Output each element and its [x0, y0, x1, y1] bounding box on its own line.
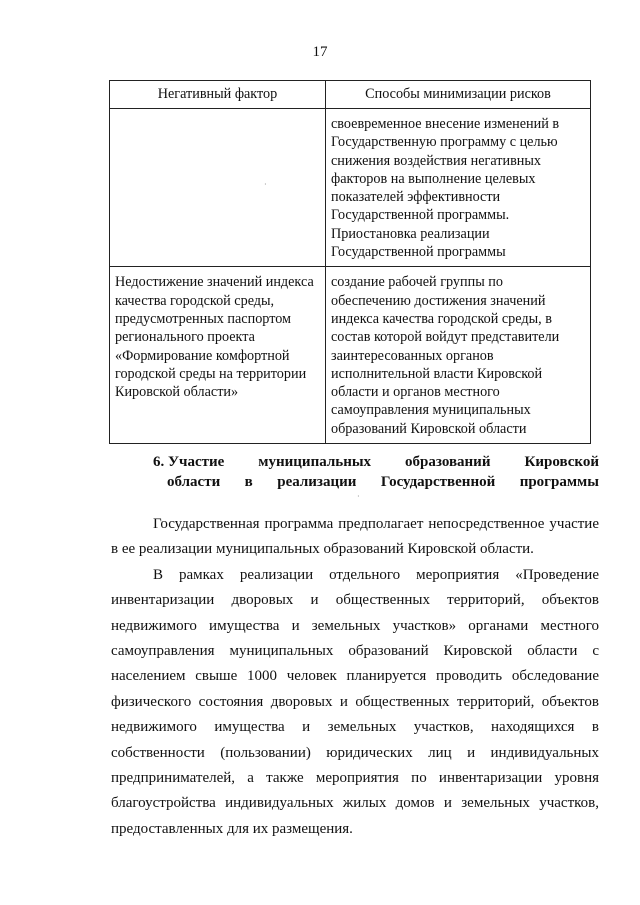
heading-word: Государственной: [380, 473, 496, 490]
heading-word: в: [244, 473, 253, 490]
heading-word: области: [167, 473, 221, 490]
heading-word: 6. Участие: [153, 454, 225, 470]
risks-table: [109, 80, 591, 444]
page-number: 17: [312, 44, 328, 60]
heading-word: Кировской: [524, 454, 599, 470]
body-text: [111, 512, 599, 842]
paragraph: Государственная программа предполагает непосредственное участие в ее реализации муниципальных образований Кировской области.: [111, 516, 599, 558]
heading-word: муниципальных: [258, 454, 372, 470]
scan-speck: ·: [264, 180, 267, 189]
section-heading-line-1: [153, 453, 599, 473]
measures-cell: своевременное внесение изменений в Государственную программу с целью снижения воздействия негативных факторов на выполнение целевых показателей эффективности Государственной программы. Приостановка реализации Государственной программы: [326, 109, 591, 267]
factor-cell: Недостижение значений индекса качества городской среды, предусмотренных паспортом регионального проекта «Формирование комфортной городской среды на территории Кировской области»: [110, 267, 326, 444]
paragraph: В рамках реализации отдельного мероприятия «Проведение инвентаризации дворовых и общественных территорий, объектов недвижимого имущества и земельных участков» органами местного самоуправления муниципальных образований Кировской области с населением свыше 1000 человек планируется проводить обследование физического состояния дворовых и общественных территорий, объектов недвижимого имущества и земельных участков, находящихся в собственности (пользовании) юридических лиц и индивидуальных предпринимателей, а также мероприятия по инвентаризации уровня благоустройства индивидуальных жилых домов и земельных участков, предоставленных для их размещения.: [111, 566, 599, 837]
measures-cell: создание рабочей группы по обеспечению достижения значений индекса качества городской среды, в состав которой войдут представители заинтересованных органов исполнительной власти Кировской области и органов местного самоуправления муниципальных образований Кировской области: [326, 267, 591, 444]
column-header-factor: Негативный фактор: [110, 81, 326, 109]
table-row: [110, 267, 591, 444]
factor-cell: [110, 109, 326, 267]
section-heading-line-2: [153, 473, 599, 493]
table-row: [110, 109, 591, 267]
heading-word: программы: [519, 473, 599, 490]
heading-word: реализации: [277, 473, 357, 490]
heading-word: образований: [405, 454, 491, 470]
column-header-measures: Способы минимизации рисков: [326, 81, 591, 109]
section-heading: [153, 453, 599, 492]
table-header-row: [110, 81, 591, 109]
scan-speck: ·: [357, 492, 360, 501]
